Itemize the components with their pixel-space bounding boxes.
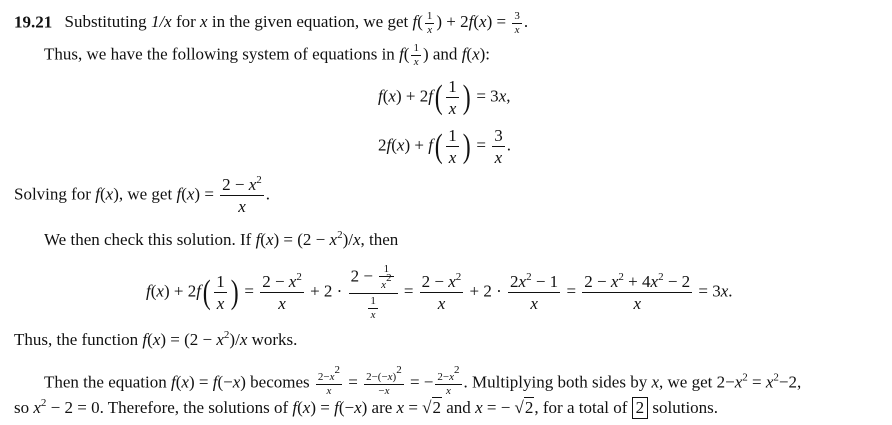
- system-intro-line: Thus, we have the following system of equations in f( $\frac{1}{x}$ ) and f(x):: [44, 42, 491, 68]
- system-equation-1: f(x) + 2f( $\frac{1}{x}$ ) = 3x,: [378, 77, 511, 118]
- system-equation-2: 2f(x) + f( $\frac{1}{x}$ ) = $\frac{3}{x}$ .: [378, 126, 511, 167]
- solve-line: Solving for f(x), we get f(x) = $\frac{2 - x^2}{x}$ .: [14, 174, 271, 216]
- problem-number: 19.21: [14, 12, 53, 32]
- answer-box: 2: [632, 397, 649, 419]
- check-equation: f(x) + 2f( $\frac{1}{x}$ ) = $\frac{2 - x^2}{x}$ + 2 · 2 − $\frac{1}{x^2}$ $\frac{1}{x}$ = $\frac{2 - x^2}{x}$ + 2 · $\frac{2x^2 - 1}{x}$ = $\frac{2 - x^2 + 4x^2 - 2}{x}$ = 3x.: [146, 263, 733, 321]
- final-line-1: Then the equation f(x) = f(−x) becomes $\frac{2-x^2}{x}$ = $\frac{2-(-x)^2}{-x}$ = − $\frac{2-x^2}{x}$ . Multiplying both sides by x, we get $2-x^2 = x^2-2$,: [44, 364, 802, 397]
- problem-intro-line: [14, 11, 528, 36]
- works-line: Thus, the function $f(x) = (2 - x^2)/x$ works.: [14, 329, 298, 349]
- problem-intro-text: Substituting 1/x for x in the given equation, we get f( $\frac{1}{x}$ ) + 2f(x) = $\frac{3}{x}$ .: [64, 10, 529, 36]
- final-line-2: so $x^2 - 2 = 0$. Therefore, the solutions of f(x) = f(−x) are x = √2 and x = − √2, for a total of 2 solutions.: [14, 397, 719, 417]
- check-intro-line: We then check this solution. If $f(x) = (2 - x^2)/x$, then: [44, 229, 399, 249]
